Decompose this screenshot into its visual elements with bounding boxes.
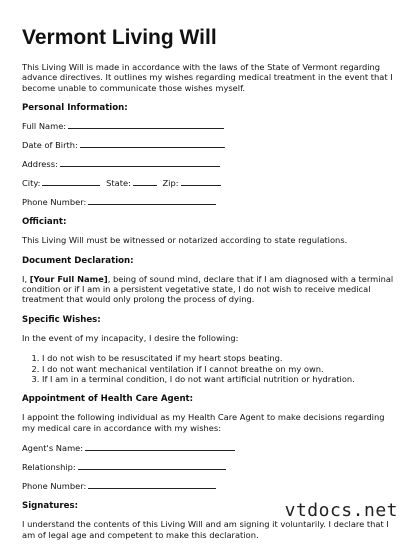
intro-paragraph: This Living Will is made in accordance with the laws of the State of Vermont regarding advance directives. It outlines my wishes regarding medical treatment in the event that I become unable to communicate those wishes myself. [22, 62, 393, 93]
dob-line[interactable] [80, 140, 225, 148]
wishes-intro: In the event of my incapacity, I desire the following: [22, 332, 239, 343]
relationship-line[interactable] [78, 462, 226, 470]
agent-phone-label: Phone Number: [22, 481, 87, 492]
wishes-list [22, 353, 394, 384]
document-page [22, 26, 394, 550]
state-label: State: [106, 178, 131, 189]
agent-phone-field [22, 481, 394, 491]
wish-item: 3. If I am in a terminal condition, I do not want artificial nutrition or hydration. [42, 374, 394, 384]
wishes-heading: Specific Wishes: [22, 314, 101, 325]
full-name-line[interactable] [68, 121, 224, 129]
address-line[interactable] [60, 159, 220, 167]
city-line[interactable] [42, 178, 100, 186]
address-field [22, 159, 394, 169]
city-state-zip-field [22, 178, 394, 188]
phone-field [22, 197, 394, 207]
site-watermark: vtdocs.net [284, 500, 398, 521]
state-line[interactable] [133, 178, 157, 186]
zip-label: Zip: [162, 178, 179, 189]
officiant-text: This Living Will must be witnessed or notarized according to state regulations. [22, 235, 348, 246]
agent-name-field [22, 443, 394, 453]
wish-item: 2. I do not want mechanical ventilation if I cannot breathe on my own. [42, 364, 394, 374]
wish-item: 1. I do not wish to be resuscitated if my heart stops beating. [42, 353, 394, 363]
agent-name-label: Agent's Name: [22, 443, 84, 454]
your-name-placeholder: [Your Full Name] [29, 273, 108, 284]
full-name-label: Full Name: [22, 121, 67, 132]
personal-info-heading: Personal Information: [22, 103, 128, 114]
full-name-field [22, 121, 394, 131]
signatures-text: I understand the contents of this Living Will and am signing it voluntarily. I declare that I am of legal age and competent to make this declaration. [22, 519, 389, 540]
zip-line[interactable] [181, 178, 221, 186]
agent-heading: Appointment of Health Care Agent: [22, 394, 194, 405]
declaration-prefix: I, [22, 273, 30, 284]
dob-field [22, 140, 394, 150]
address-label: Address: [22, 159, 58, 170]
document-title: Vermont Living Will [22, 26, 217, 49]
declaration-body: , being of sound mind, declare that if I am diagnosed with a terminal condition or if I am in a persistent vegetative state, I do not wish to receive medical treatment that would only prolong the process of dying. [22, 273, 394, 305]
signatures-heading: Signatures: [22, 501, 79, 512]
declaration-text [22, 274, 394, 305]
agent-intro: I appoint the following individual as my Health Care Agent to make decisions regarding my medical care in accordance with my wishes: [22, 412, 385, 433]
city-label: City: [22, 178, 41, 189]
phone-line[interactable] [88, 197, 216, 205]
phone-label: Phone Number: [22, 197, 87, 208]
declaration-heading: Document Declaration: [22, 255, 134, 266]
relationship-field [22, 462, 394, 472]
officiant-heading: Officiant: [22, 217, 67, 228]
relationship-label: Relationship: [22, 462, 76, 473]
dob-label: Date of Birth: [22, 140, 78, 151]
agent-name-line[interactable] [85, 443, 235, 451]
agent-phone-line[interactable] [88, 481, 216, 489]
